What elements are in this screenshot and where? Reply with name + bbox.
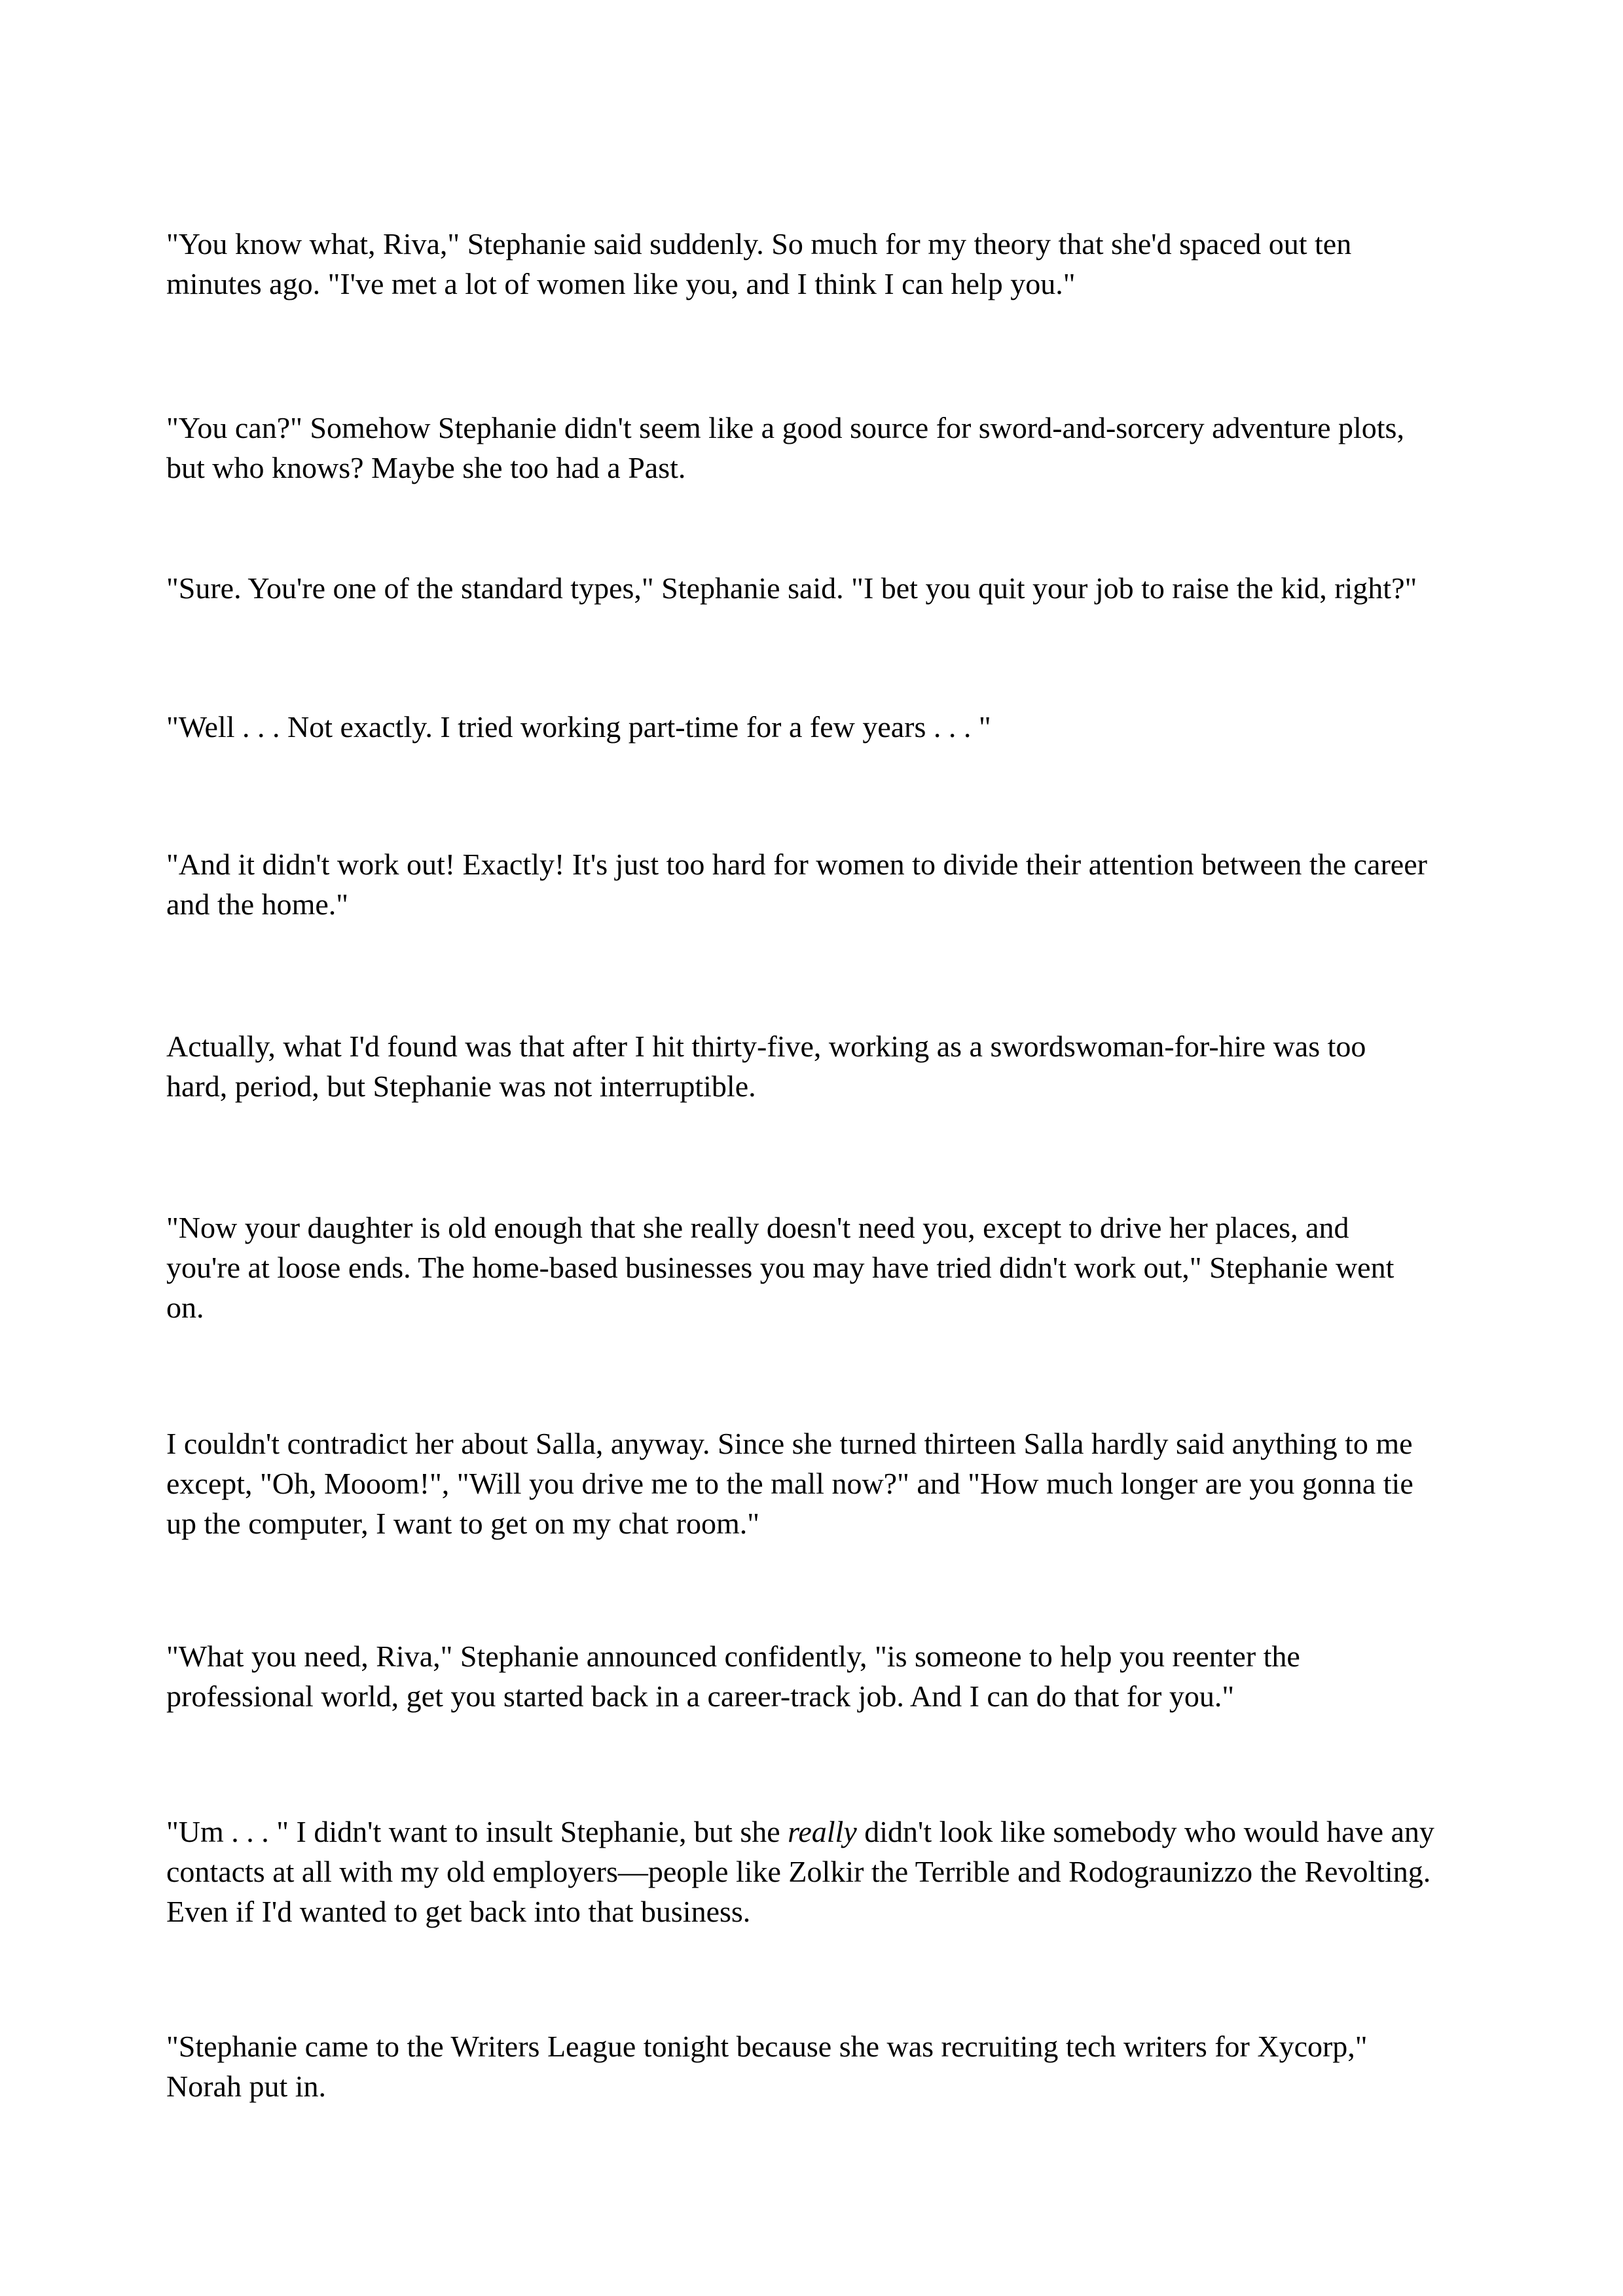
paragraph-5-line-2: and the home." bbox=[166, 888, 349, 921]
paragraph-10-line-1-start: "Um . . . " I didn't want to insult Stephanie, but she bbox=[166, 1815, 788, 1848]
paragraph-8-line-1: I couldn't contradict her about Salla, anyway. Since she turned thirteen Salla hardly said anything to me bbox=[166, 1427, 1413, 1460]
paragraph-9-line-2: professional world, get you started back in a career-track job. And I can do that for you." bbox=[166, 1679, 1235, 1713]
paragraph-3 bbox=[166, 568, 1476, 608]
paragraph-6-line-1: Actually, what I'd found was that after I hit thirty-five, working as a swordswoman-for-hire was too bbox=[166, 1030, 1366, 1063]
paragraph-6 bbox=[166, 1026, 1476, 1106]
paragraph-4-line-1: "Well . . . Not exactly. I tried working part-time for a few years . . . " bbox=[166, 710, 991, 744]
paragraph-8-line-2: except, "Oh, Mooom!", "Will you drive me to the mall now?" and "How much longer are you gonna tie bbox=[166, 1467, 1413, 1500]
paragraph-1-line-1: "You know what, Riva," Stephanie said suddenly. So much for my theory that she'd spaced out ten bbox=[166, 227, 1352, 260]
paragraph-5 bbox=[166, 844, 1476, 924]
paragraph-7-line-2: you're at loose ends. The home-based businesses you may have tried didn't work out," Stephanie went bbox=[166, 1251, 1395, 1284]
paragraph-4 bbox=[166, 707, 1476, 747]
paragraph-10-line-1-end: didn't look like somebody who would have any bbox=[856, 1815, 1434, 1848]
paragraph-8-line-3: up the computer, I want to get on my chat room." bbox=[166, 1507, 760, 1540]
paragraph-11-line-2: Norah put in. bbox=[166, 2070, 327, 2103]
paragraph-2-line-2: but who knows? Maybe she too had a Past. bbox=[166, 451, 686, 484]
paragraph-7-line-1: "Now your daughter is old enough that she really doesn't need you, except to drive her places, and bbox=[166, 1211, 1349, 1244]
paragraph-5-line-1: "And it didn't work out! Exactly! It's just too hard for women to divide their attention between the career bbox=[166, 848, 1427, 881]
paragraph-8 bbox=[166, 1424, 1476, 1543]
paragraph-3-line-1: "Sure. You're one of the standard types," Stephanie said. "I bet you quit your job to raise the kid, right?" bbox=[166, 571, 1417, 605]
paragraph-9 bbox=[166, 1636, 1476, 1716]
paragraph-10 bbox=[166, 1812, 1476, 1931]
paragraph-7 bbox=[166, 1208, 1476, 1327]
emphasis-really: really bbox=[788, 1815, 857, 1848]
paragraph-10-line-3: Even if I'd wanted to get back into that business. bbox=[166, 1895, 751, 1928]
paragraph-11 bbox=[166, 2026, 1476, 2106]
paragraph-10-line-1 bbox=[166, 1815, 1434, 1848]
paragraph-7-line-3: on. bbox=[166, 1291, 204, 1324]
paragraph-1-line-2: minutes ago. "I've met a lot of women like you, and I think I can help you." bbox=[166, 267, 1076, 300]
paragraph-1 bbox=[166, 224, 1476, 304]
paragraph-6-line-2: hard, period, but Stephanie was not interruptible. bbox=[166, 1069, 756, 1103]
paragraph-2 bbox=[166, 408, 1476, 488]
paragraph-10-line-2: contacts at all with my old employers—people like Zolkir the Terrible and Rodograunizzo the Revolting. bbox=[166, 1855, 1431, 1888]
paragraph-11-line-1: "Stephanie came to the Writers League tonight because she was recruiting tech writers for Xycorp," bbox=[166, 2030, 1368, 2063]
paragraph-2-line-1: "You can?" Somehow Stephanie didn't seem like a good source for sword-and-sorcery adventure plots, bbox=[166, 411, 1404, 444]
paragraph-9-line-1: "What you need, Riva," Stephanie announced confidently, "is someone to help you reenter the bbox=[166, 1640, 1300, 1673]
